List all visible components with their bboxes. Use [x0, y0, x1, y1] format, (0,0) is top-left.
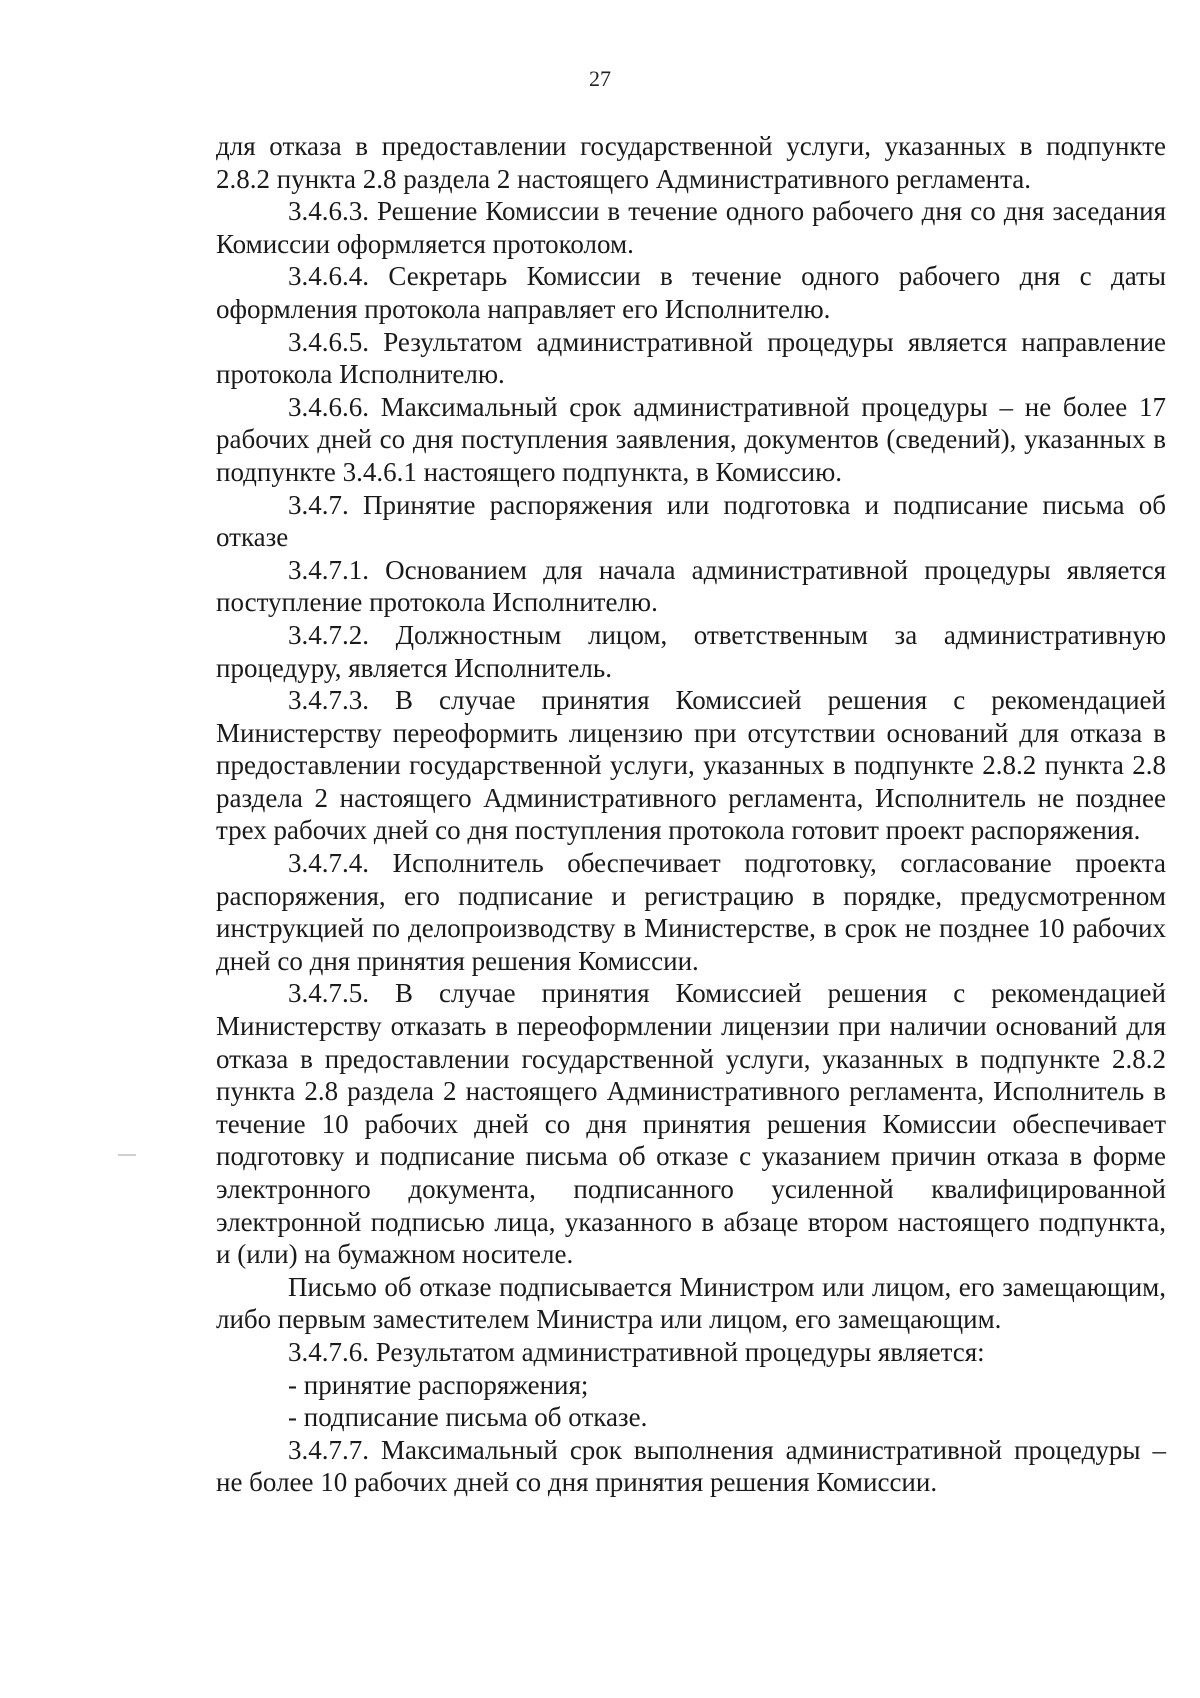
paragraph-3-4-6-6: 3.4.6.6. Максимальный срок административной процедуры – не более 17 рабочих дней со дня поступления заявления, документов (сведений), указанных в подпункте 3.4.6.1 настоящего подпункта, в Комиссию.: [216, 391, 1166, 487]
list-item-refusal-letter: - подписание письма об отказе.: [288, 1402, 648, 1433]
paragraph-3-4-7-3: 3.4.7.3. В случае принятия Комиссией решения с рекомендацией Министерству переоформить лицензию при отсутствии оснований для отказа в предоставлении государственной услуги, указанных в подпункте 2.8.2 пункта 2.8 раздела 2 настоящего Административного регламента, Исполнитель не позднее трех рабочих дней со дня поступления протокола готовит проект распоряжения.: [216, 685, 1166, 846]
paragraph-signature-note: Письмо об отказе подписывается Министром или лицом, его замещающим, либо первым заместителем Министра или лицом, его замещающим.: [216, 1271, 1166, 1335]
page-number: 27: [589, 66, 611, 91]
document-body: [216, 130, 1166, 1499]
section-heading-3-4-7: 3.4.7. Принятие распоряжения или подготовка и подписание письма об отказе: [216, 489, 1166, 553]
paragraph-3-4-7-1: 3.4.7.1. Основанием для начала административной процедуры является поступление протокола Исполнителю.: [216, 554, 1166, 618]
scan-artifact: [118, 1154, 136, 1156]
paragraph-3-4-7-6: 3.4.7.6. Результатом административной процедуры является:: [288, 1336, 985, 1367]
paragraph-3-4-6-5: 3.4.6.5. Результатом административной процедуры является направление протокола Исполнителю.: [216, 326, 1166, 390]
list-item-order: - принятие распоряжения;: [288, 1369, 589, 1400]
paragraph-continuation: для отказа в предоставлении государственной услуги, указанных в подпункте 2.8.2 пункта 2.8 раздела 2 настоящего Административного регламента.: [216, 131, 1166, 194]
paragraph-3-4-7-7: 3.4.7.7. Максимальный срок выполнения административной процедуры – не более 10 рабочих дней со дня принятия решения Комиссии.: [216, 1434, 1166, 1498]
paragraph-3-4-7-4: 3.4.7.4. Исполнитель обеспечивает подготовку, согласование проекта распоряжения, его подписание и регистрацию в порядке, предусмотренном инструкцией по делопроизводству в Министерстве, в срок не позднее 10 рабочих дней со дня принятия решения Комиссии.: [216, 848, 1166, 976]
paragraph-3-4-6-4: 3.4.6.4. Секретарь Комиссии в течение одного рабочего дня с даты оформления протокола направляет его Исполнителю.: [216, 261, 1166, 324]
paragraph-3-4-6-3: 3.4.6.3. Решение Комиссии в течение одного рабочего дня со дня заседания Комиссии оформляется протоколом.: [216, 196, 1166, 259]
paragraph-3-4-7-2: 3.4.7.2. Должностным лицом, ответственным за административную процедуру, является Исполнитель.: [216, 619, 1166, 683]
paragraph-3-4-7-5: 3.4.7.5. В случае принятия Комиссией решения с рекомендацией Министерству отказать в переоформлении лицензии при наличии оснований для отказа в предоставлении государственной услуги, указанных в подпункте 2.8.2 пункта 2.8 раздела 2 настоящего Административного регламента, Исполнитель в течение 10 рабочих дней со дня принятия решения Комиссии обеспечивает подготовку и подписание письма об отказе с указанием причин отказа в форме электронного документа, подписанного усиленной квалифицированной электронной подписью лица, указанного в абзаце втором настоящего подпункта, и (или) на бумажном носителе.: [216, 978, 1166, 1270]
